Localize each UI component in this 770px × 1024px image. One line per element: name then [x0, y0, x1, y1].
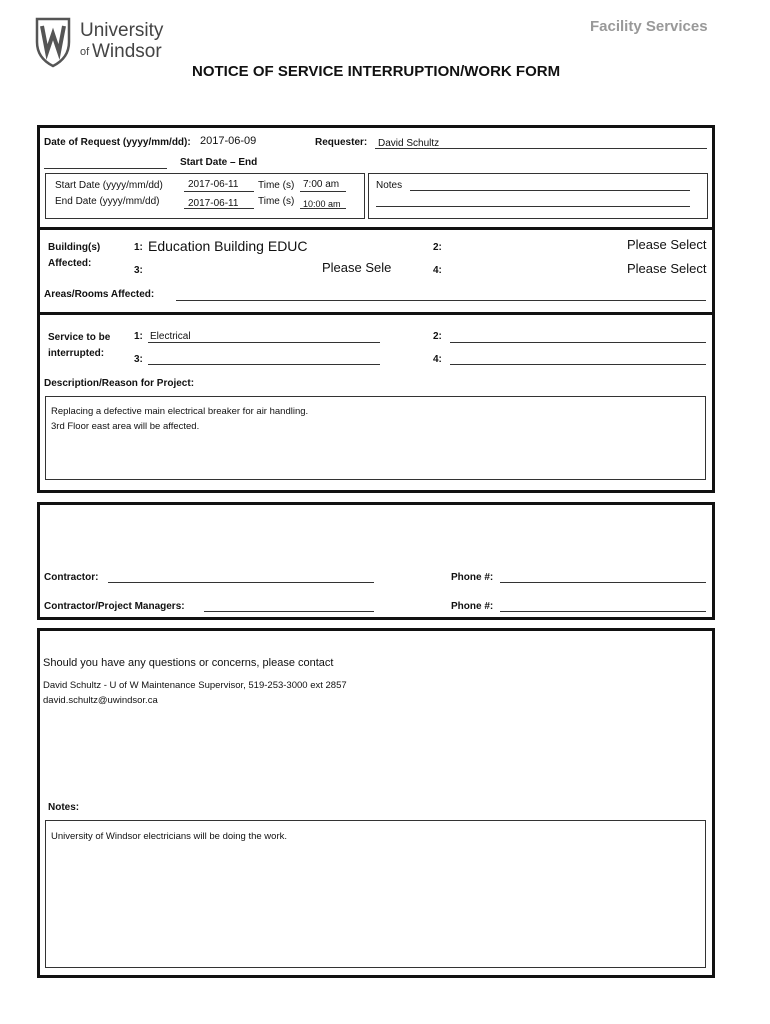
contact-intro: Should you have any questions or concerns, please contact — [43, 657, 334, 669]
building-4-select[interactable]: Please Select — [627, 261, 707, 276]
start-end-heading: Start Date – End — [180, 157, 258, 168]
service-2-number: 2: — [433, 331, 442, 342]
phone-input[interactable] — [500, 582, 706, 583]
date-of-request-value[interactable]: 2017-06-09 — [200, 135, 257, 147]
phone2-input[interactable] — [500, 611, 706, 612]
service-1-number: 1: — [134, 331, 143, 342]
service-1-value[interactable]: Electrical — [150, 331, 191, 342]
contractor-input[interactable] — [108, 582, 374, 583]
description-label: Description/Reason for Project: — [44, 378, 195, 389]
contractor-label: Contractor: — [44, 572, 99, 583]
requester-label: Requester: — [315, 137, 368, 148]
contact-line-1: David Schultz - U of W Maintenance Supervisor, 519-253-3000 ext 2857 — [43, 680, 347, 691]
notes-box — [368, 173, 708, 219]
building-3-number: 3: — [134, 265, 143, 276]
department-name: Facility Services — [590, 18, 708, 35]
areas-rooms-input[interactable] — [176, 300, 706, 301]
building-1-select[interactable]: Education Building EDUC — [148, 238, 308, 254]
shield-crest-icon — [33, 16, 73, 68]
notes-line-1[interactable] — [410, 190, 690, 191]
start-date-label: Start Date (yyyy/mm/dd) — [55, 180, 163, 191]
description-line-1: Replacing a defective main electrical breaker for air handling. — [51, 406, 309, 417]
start-date-underline — [184, 191, 254, 192]
service-4-input[interactable] — [450, 364, 706, 365]
notes-textbox[interactable] — [45, 820, 706, 968]
interrupted-label: interrupted: — [48, 348, 105, 359]
end-date-value[interactable]: 2017-06-11 — [188, 198, 239, 209]
building-1-number: 1: — [134, 242, 143, 253]
logo-of: of — [80, 46, 90, 58]
service-1-underline — [148, 342, 380, 343]
notes-label: Notes — [376, 180, 403, 191]
project-managers-label: Contractor/Project Managers: — [44, 601, 185, 612]
building-2-number: 2: — [433, 242, 442, 253]
service-divider — [40, 312, 712, 315]
logo-university: University — [80, 20, 164, 41]
building-4-number: 4: — [433, 265, 442, 276]
notes-text: University of Windsor electricians will be doing the work. — [51, 831, 288, 842]
start-date-value[interactable]: 2017-06-11 — [188, 179, 239, 190]
start-time-underline — [300, 191, 346, 192]
affected-label: Affected: — [48, 258, 92, 269]
end-time-value[interactable]: 10:00 am — [303, 199, 341, 209]
service-2-input[interactable] — [450, 342, 706, 343]
university-logo — [33, 16, 173, 68]
date-of-request-label: Date of Request (yyyy/mm/dd): — [44, 137, 191, 148]
description-line-2: 3rd Floor east area will be affected. — [51, 421, 200, 432]
service-3-number: 3: — [134, 354, 143, 365]
end-time-label: Time (s) — [258, 196, 295, 207]
service-label: Service to be — [48, 332, 111, 343]
phone2-label: Phone #: — [451, 601, 494, 612]
building-3-select-text: Please Sele — [322, 260, 392, 275]
contact-line-2: david.schultz@uwindsor.ca — [43, 695, 158, 706]
end-date-label: End Date (yyyy/mm/dd) — [55, 196, 160, 207]
phone-label: Phone #: — [451, 572, 494, 583]
start-time-value[interactable]: 7:00 am — [303, 179, 340, 190]
request-divider — [40, 227, 712, 230]
project-managers-input[interactable] — [204, 611, 374, 612]
logo-windsor: Windsor — [92, 41, 162, 62]
service-4-number: 4: — [433, 354, 442, 365]
start-time-label: Time (s) — [258, 180, 295, 191]
building-2-select[interactable]: Please Select — [627, 237, 707, 252]
notes-line-2[interactable] — [376, 206, 690, 207]
service-3-input[interactable] — [148, 364, 380, 365]
building-3-select[interactable] — [318, 260, 392, 278]
buildings-label: Building(s) — [48, 242, 101, 253]
page-title: NOTICE OF SERVICE INTERRUPTION/WORK FORM — [192, 63, 561, 80]
areas-rooms-label: Areas/Rooms Affected: — [44, 289, 155, 300]
notes-heading: Notes: — [48, 802, 80, 813]
requester-value[interactable]: David Schultz — [378, 138, 440, 149]
blank-underline — [44, 168, 167, 169]
